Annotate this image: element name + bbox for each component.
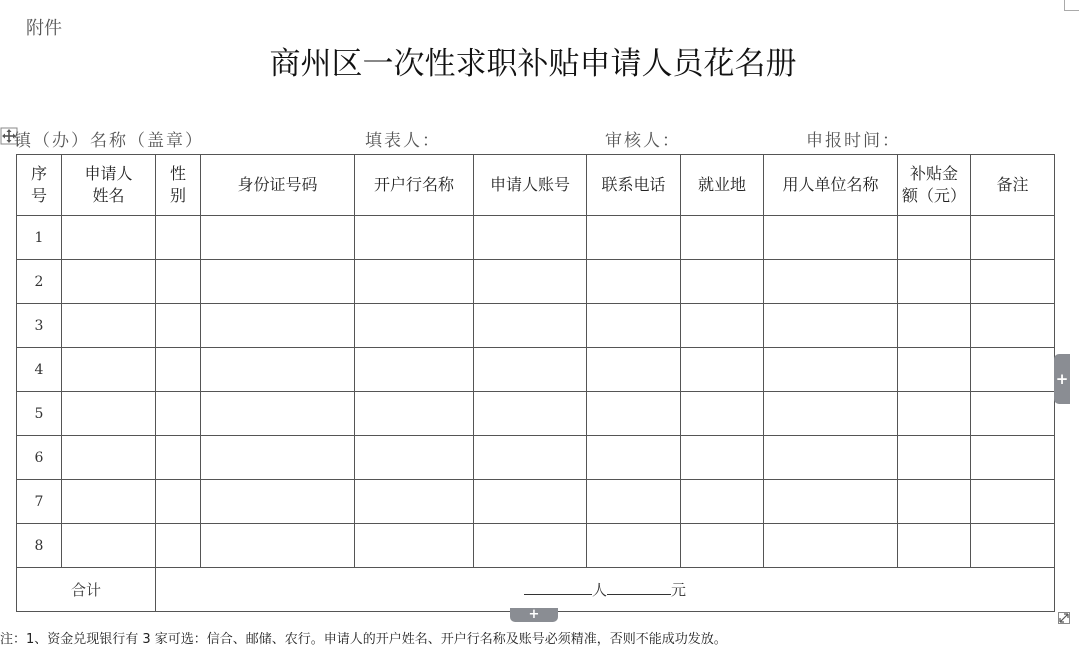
row-serial-cell[interactable]: 7 [17, 480, 62, 524]
bank-name-cell[interactable] [355, 260, 474, 304]
bank-name-cell[interactable] [355, 480, 474, 524]
table-row [17, 524, 1055, 568]
id-number-cell[interactable] [201, 260, 355, 304]
bank-name-cell[interactable] [355, 392, 474, 436]
employment-location-cell[interactable] [681, 216, 764, 260]
applicant-name-cell[interactable] [62, 524, 156, 568]
subsidy-amount-cell[interactable] [898, 304, 971, 348]
bank-name-cell[interactable] [355, 304, 474, 348]
col-header-gender[interactable]: 性 别 [156, 155, 201, 216]
subsidy-amount-cell[interactable] [898, 480, 971, 524]
gender-cell[interactable] [156, 260, 201, 304]
gender-cell[interactable] [156, 524, 201, 568]
row-serial-cell[interactable]: 3 [17, 304, 62, 348]
table-row [17, 480, 1055, 524]
remarks-cell[interactable] [971, 436, 1055, 480]
gender-cell[interactable] [156, 304, 201, 348]
remarks-cell[interactable] [971, 480, 1055, 524]
remarks-cell[interactable] [971, 524, 1055, 568]
page-corner-mark [1064, 0, 1079, 11]
persons-unit: 人 [591, 581, 607, 599]
account-number-cell[interactable] [474, 260, 587, 304]
attachment-label: 附件 [26, 18, 62, 39]
applicant-name-cell[interactable] [62, 260, 156, 304]
page-title: 商州区一次性求职补贴申请人员花名册 [269, 46, 797, 82]
id-number-cell[interactable] [201, 216, 355, 260]
gender-cell[interactable] [156, 216, 201, 260]
table-row [17, 348, 1055, 392]
subsidy-amount-cell[interactable] [898, 260, 971, 304]
gender-cell[interactable] [156, 436, 201, 480]
account-number-cell[interactable] [474, 480, 587, 524]
table-row [17, 216, 1055, 260]
col-header-employment-location[interactable]: 就业地 [681, 155, 764, 216]
total-summary-cell[interactable] [156, 568, 1055, 612]
table-row [17, 260, 1055, 304]
row-serial-cell[interactable]: 5 [17, 392, 62, 436]
row-serial-cell[interactable]: 4 [17, 348, 62, 392]
row-serial-cell[interactable]: 1 [17, 216, 62, 260]
account-number-cell[interactable] [474, 524, 587, 568]
reviewer-label: 审核人： [605, 131, 681, 151]
bank-name-cell[interactable] [355, 216, 474, 260]
subsidy-amount-cell[interactable] [898, 524, 971, 568]
phone-cell[interactable] [587, 304, 681, 348]
table-row [17, 304, 1055, 348]
applicant-name-cell[interactable] [62, 216, 156, 260]
employment-location-cell[interactable] [681, 304, 764, 348]
report-date-label: 申报时间： [806, 131, 901, 151]
table-header-row [17, 155, 1055, 216]
employment-location-cell[interactable] [681, 260, 764, 304]
remarks-cell[interactable] [971, 392, 1055, 436]
town-office-label: 镇（办）名称（盖章） [14, 131, 204, 151]
phone-cell[interactable] [587, 392, 681, 436]
employment-location-cell[interactable] [681, 348, 764, 392]
table-row [17, 436, 1055, 480]
bank-name-cell[interactable] [355, 436, 474, 480]
applicant-name-cell[interactable] [62, 304, 156, 348]
subsidy-amount-cell[interactable] [898, 216, 971, 260]
phone-cell[interactable] [587, 216, 681, 260]
subsidy-amount-cell[interactable] [898, 436, 971, 480]
remarks-cell[interactable] [971, 260, 1055, 304]
col-header-bank-name[interactable]: 开户行名称 [355, 155, 474, 216]
account-number-cell[interactable] [474, 348, 587, 392]
col-header-phone[interactable]: 联系电话 [587, 155, 681, 216]
remarks-cell[interactable] [971, 216, 1055, 260]
applicant-name-cell[interactable] [62, 392, 156, 436]
account-number-cell[interactable] [474, 436, 587, 480]
remarks-cell[interactable] [971, 304, 1055, 348]
employer-name-cell[interactable] [764, 348, 898, 392]
account-number-cell[interactable] [474, 304, 587, 348]
employment-location-cell[interactable] [681, 392, 764, 436]
phone-cell[interactable] [587, 260, 681, 304]
remarks-cell[interactable] [971, 348, 1055, 392]
bank-name-cell[interactable] [355, 348, 474, 392]
employer-name-cell[interactable] [764, 436, 898, 480]
subsidy-amount-cell[interactable] [898, 348, 971, 392]
col-header-applicant-name[interactable]: 申请人 姓名 [62, 155, 156, 216]
id-number-cell[interactable] [201, 524, 355, 568]
col-header-account-number[interactable]: 申请人账号 [474, 155, 587, 216]
account-number-cell[interactable] [474, 216, 587, 260]
gender-cell[interactable] [156, 348, 201, 392]
applicant-roster-table [16, 154, 1055, 612]
gender-cell[interactable] [156, 480, 201, 524]
employment-location-cell[interactable] [681, 436, 764, 480]
id-number-cell[interactable] [201, 436, 355, 480]
phone-cell[interactable] [587, 524, 681, 568]
amount-unit: 元 [671, 581, 687, 599]
account-number-cell[interactable] [474, 392, 587, 436]
row-serial-cell[interactable]: 8 [17, 524, 62, 568]
applicant-name-cell[interactable] [62, 436, 156, 480]
table-row [17, 392, 1055, 436]
filler-label: 填表人： [365, 131, 441, 151]
row-serial-cell[interactable]: 6 [17, 436, 62, 480]
amount-blank[interactable] [607, 580, 671, 595]
subsidy-amount-cell[interactable] [898, 392, 971, 436]
row-serial-cell[interactable]: 2 [17, 260, 62, 304]
id-number-cell[interactable] [201, 348, 355, 392]
bank-name-cell[interactable] [355, 524, 474, 568]
col-header-subsidy-amount[interactable]: 补贴金 额（元） [898, 155, 971, 216]
persons-blank[interactable] [524, 580, 592, 595]
id-number-cell[interactable] [201, 392, 355, 436]
employment-location-cell[interactable] [681, 524, 764, 568]
employer-name-cell[interactable] [764, 304, 898, 348]
col-header-serial[interactable]: 序 号 [17, 155, 62, 216]
id-number-cell[interactable] [201, 304, 355, 348]
applicant-name-cell[interactable] [62, 480, 156, 524]
employer-name-cell[interactable] [764, 524, 898, 568]
col-header-employer-name[interactable]: 用人单位名称 [764, 155, 898, 216]
employer-name-cell[interactable] [764, 260, 898, 304]
total-label[interactable]: 合计 [17, 568, 156, 612]
add-row-button[interactable]: + [510, 608, 558, 622]
applicant-name-cell[interactable] [62, 348, 156, 392]
phone-cell[interactable] [587, 436, 681, 480]
col-header-id-number[interactable]: 身份证号码 [201, 155, 355, 216]
employer-name-cell[interactable] [764, 392, 898, 436]
table-resize-handle-icon[interactable] [1058, 612, 1070, 624]
employer-name-cell[interactable] [764, 480, 898, 524]
col-header-remarks[interactable]: 备注 [971, 155, 1055, 216]
footnote: 注：1、资金兑现银行有 3 家可选：信合、邮储、农行。申请人的开户姓名、开户行名称及账号必须精准，否则不能成功发放。 [0, 632, 727, 647]
employer-name-cell[interactable] [764, 216, 898, 260]
gender-cell[interactable] [156, 392, 201, 436]
phone-cell[interactable] [587, 348, 681, 392]
phone-cell[interactable] [587, 480, 681, 524]
id-number-cell[interactable] [201, 480, 355, 524]
employment-location-cell[interactable] [681, 480, 764, 524]
total-row [17, 568, 1055, 612]
add-column-button[interactable]: + [1054, 354, 1070, 404]
